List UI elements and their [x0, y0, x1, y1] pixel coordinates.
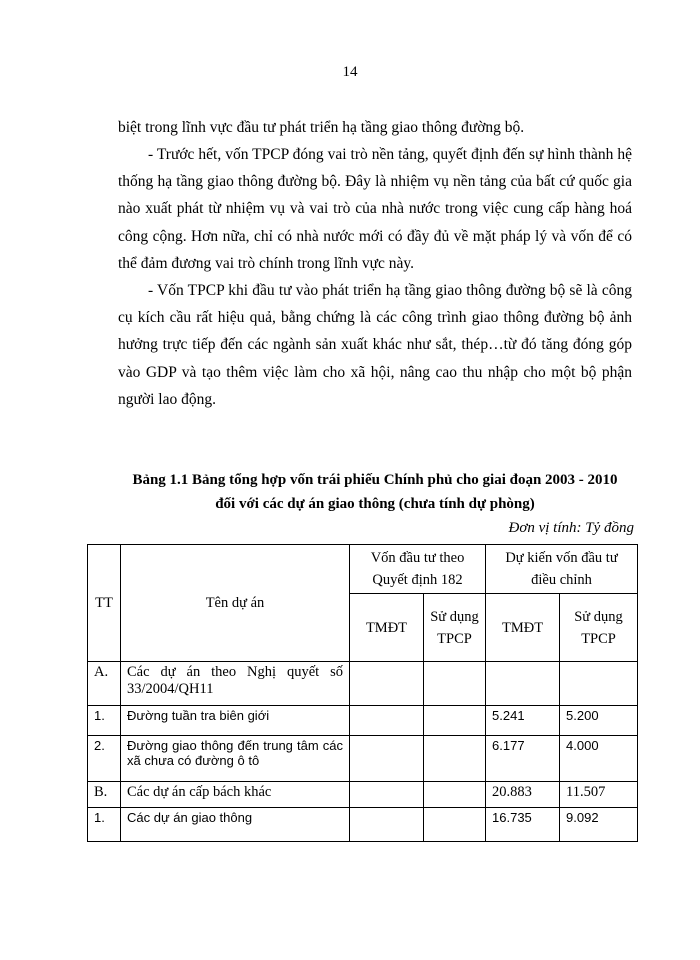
paragraph-tpcp-stimulus: - Vốn TPCP khi đầu tư vào phát triển hạ tầng giao thông đường bộ sẽ là công cụ kích cầu rất hiệu quả, bằng chứng là các công trình giao thông đường bộ ảnh hưởng trực tiếp đến các ngành sản xuất khác như sắt, thép…từ đó tăng đóng góp vào GDP và tạo thêm việc làm cho xã hội, nâng cao thu nhập cho một bộ phận người lao động. [118, 282, 632, 408]
header-tmdt-182: TMĐT [350, 594, 424, 662]
table-row [88, 736, 638, 782]
cell-tmdt1 [350, 782, 424, 808]
cell-tmdt1 [350, 706, 424, 736]
cell-tmdt1 [350, 808, 424, 842]
cell-use1 [424, 736, 486, 782]
cell-use2 [560, 662, 638, 706]
header-group-adjusted: Dự kiến vốn đầu tư điều chỉnh [486, 545, 638, 594]
cell-tmdt2: 6.177 [486, 736, 560, 782]
table-row [88, 808, 638, 842]
cell-name: Đường tuần tra biên giới [121, 706, 350, 736]
unit-note: Đơn vị tính: Tỷ đồng [508, 520, 634, 536]
cell-use2: 4.000 [560, 736, 638, 782]
cell-use1 [424, 808, 486, 842]
investment-table [87, 544, 638, 842]
cell-tt: 1. [88, 706, 121, 736]
cell-use2: 9.092 [560, 808, 638, 842]
paragraph-continuation: biệt trong lĩnh vực đầu tư phát triển hạ tầng giao thông đường bộ. [118, 119, 525, 136]
header-use-tpcp-182: Sử dụng TPCP [424, 594, 486, 662]
cell-tmdt1 [350, 736, 424, 782]
cell-use1 [424, 706, 486, 736]
header-tt: TT [88, 545, 121, 662]
cell-tmdt2: 20.883 [486, 782, 560, 808]
cell-tmdt2 [486, 662, 560, 706]
cell-tt: 1. [88, 808, 121, 842]
cell-tmdt2: 5.241 [486, 706, 560, 736]
table-row [88, 662, 638, 706]
cell-name: Các dự án cấp bách khác [121, 782, 350, 808]
header-use-tpcp-adjusted: Sử dụng TPCP [560, 594, 638, 662]
table-row [88, 782, 638, 808]
cell-use1 [424, 662, 486, 706]
paragraph-tpcp-foundation: - Trước hết, vốn TPCP đóng vai trò nền tảng, quyết định đến sự hình thành hệ thống hạ tầng giao thông đường bộ. Đây là nhiệm vụ nền tảng của bất cứ quốc gia nào xuất phát từ nhiệm vụ và vai trò của nhà nước trong việc cung cấp hàng hoá công cộng. Hơn nữa, chỉ có nhà nước mới có đầy đủ về mặt pháp lý và vốn để có thể đảm đương vai trò chính trong lĩnh vực này. [118, 146, 632, 272]
cell-tt: A. [88, 662, 121, 706]
cell-use2: 11.507 [560, 782, 638, 808]
cell-tmdt1 [350, 662, 424, 706]
cell-tt: 2. [88, 736, 121, 782]
cell-use2: 5.200 [560, 706, 638, 736]
cell-name: Các dự án giao thông [121, 808, 350, 842]
table-row [88, 706, 638, 736]
cell-tt: B. [88, 782, 121, 808]
table-caption-line1: Bảng 1.1 Bảng tổng hợp vốn trái phiếu Chính phủ cho giai đoạn 2003 - 2010 [132, 472, 618, 488]
cell-use1 [424, 782, 486, 808]
table-caption-line2: đối với các dự án giao thông (chưa tính dự phòng) [215, 496, 535, 512]
cell-tmdt2: 16.735 [486, 808, 560, 842]
header-project-name: Tên dự án [121, 545, 350, 662]
cell-name: Đường giao thông đến trung tâm các xã chưa có đường ô tô [121, 736, 350, 782]
cell-name: Các dự án theo Nghị quyết số 33/2004/QH11 [121, 662, 350, 706]
header-tmdt-adjusted: TMĐT [486, 594, 560, 662]
header-group-decision-182: Vốn đầu tư theo Quyết định 182 [350, 545, 486, 594]
page-number: 14 [342, 64, 358, 80]
